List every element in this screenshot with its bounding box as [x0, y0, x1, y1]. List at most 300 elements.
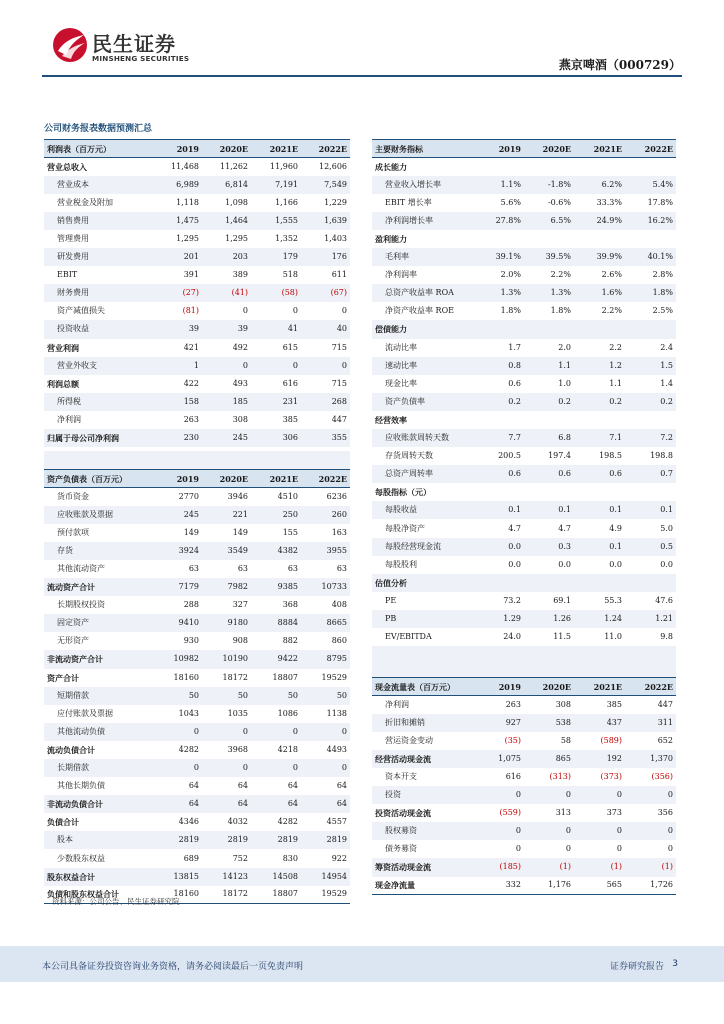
cell-value — [625, 411, 676, 429]
row-label: 每股指标（元） — [375, 487, 431, 498]
cell-value: 0.6 — [508, 378, 521, 388]
cell-value: (356) — [651, 772, 673, 782]
cell-value: 40.1% — [625, 248, 676, 266]
cell-value: 11.0 — [604, 632, 622, 642]
year-header: 2021E — [251, 470, 301, 488]
minsheng-logo-icon — [52, 27, 88, 63]
row-label: 营业收入增长率 — [372, 176, 476, 194]
cell-value: 6.8 — [524, 429, 574, 447]
cell-value: 3968 — [227, 744, 248, 754]
cell-value: -0.6% — [547, 197, 571, 207]
cell-value: 2770 — [178, 491, 199, 501]
table-header-row — [44, 140, 350, 158]
cell-value: 64 — [202, 795, 251, 813]
cell-value: 1.1 — [609, 378, 622, 388]
row-label: 营业税金及附加 — [57, 197, 113, 207]
table-row — [44, 320, 350, 338]
cell-value: 306 — [251, 429, 301, 447]
table-row — [372, 194, 676, 212]
table-header-row — [372, 140, 676, 158]
cell-value: 860 — [331, 636, 347, 646]
cell-value: 308 — [555, 699, 571, 709]
cell-value: 1,229 — [324, 197, 347, 207]
table-title: 主要财务指标 — [372, 140, 476, 158]
cell-value: 1.3% — [524, 284, 574, 302]
row-label: 少数股东权益 — [57, 853, 105, 863]
row-label: 每股经营现金流 — [372, 538, 476, 556]
cell-value: 176 — [301, 248, 350, 266]
cell-value: 64 — [301, 795, 350, 813]
cell-value: 0.0 — [609, 559, 622, 569]
cell-value: 0 — [667, 844, 673, 854]
cell-value: 1.0 — [558, 378, 571, 388]
row-label: 长期借款 — [44, 759, 154, 777]
cell-value: 1.8% — [550, 306, 571, 316]
cell-value: 47.6 — [655, 595, 673, 605]
cell-value: 3924 — [154, 542, 202, 560]
cell-value: 197.4 — [548, 451, 571, 461]
cell-value: 0 — [202, 357, 251, 375]
cell-value: 4493 — [326, 744, 347, 754]
cell-value — [625, 483, 676, 501]
cell-value — [476, 483, 524, 501]
cell-value: 368 — [282, 600, 298, 610]
cell-value: 263 — [505, 699, 521, 709]
cell-value: 64 — [251, 795, 301, 813]
table-row — [372, 411, 676, 429]
cell-value: 332 — [476, 877, 524, 895]
cell-value: 0.6 — [476, 465, 524, 483]
table-row — [44, 705, 350, 723]
row-label: 归属于母公司净利润 — [44, 429, 154, 447]
row-label: 成长能力 — [375, 161, 407, 172]
row-label: 流动资产合计 — [44, 578, 154, 596]
cell-value: 27.8% — [476, 212, 524, 230]
table-title: 利润表（百万元） — [44, 140, 154, 158]
row-label: 股东权益合计 — [44, 868, 154, 886]
cell-value: 14954 — [301, 868, 350, 886]
row-label: 其他长期负债 — [57, 781, 105, 791]
company-logo — [52, 27, 197, 69]
cell-value: 0 — [476, 822, 524, 840]
cell-value: 24.9% — [574, 212, 625, 230]
table-row — [372, 248, 676, 266]
cell-value: 9180 — [202, 614, 251, 632]
cell-value: 63 — [237, 564, 248, 574]
table-header-row — [372, 678, 676, 696]
table-row — [44, 669, 350, 687]
row-label: 估值分析 — [372, 574, 476, 592]
year-header: 2019 — [154, 140, 202, 158]
cell-value: 2819 — [154, 831, 202, 849]
table-row — [372, 768, 676, 786]
cell-value: 0.6 — [524, 465, 574, 483]
row-label: 流动负债合计 — [47, 744, 95, 755]
row-label: 折旧和摊销 — [372, 714, 476, 732]
cell-value: (41) — [202, 284, 251, 302]
cell-value: 616 — [282, 378, 298, 388]
cell-value: 24.0 — [503, 632, 521, 642]
cell-value: 0.5 — [625, 538, 676, 556]
table-row — [372, 574, 676, 592]
row-label: 所得税 — [44, 393, 154, 411]
cell-value: 7.7 — [476, 429, 524, 447]
cell-value: 245 — [154, 506, 202, 524]
cell-value: (67) — [301, 284, 350, 302]
cell-value: 6.5% — [524, 212, 574, 230]
cell-value: 39.9% — [574, 248, 625, 266]
cell-value: 389 — [232, 270, 248, 280]
cell-value: 19529 — [321, 672, 347, 682]
table-title: 资产负债表（百万元） — [44, 470, 154, 488]
table-row — [372, 357, 676, 375]
cell-value: 0.0 — [476, 538, 524, 556]
cell-value: 0.2 — [625, 393, 676, 411]
table-row — [372, 465, 676, 483]
cell-value — [574, 158, 625, 176]
row-label: 应收账款周转天数 — [372, 429, 476, 447]
cell-value: 0.1 — [574, 501, 625, 519]
cell-value — [574, 320, 625, 338]
cell-value: 0.2 — [574, 393, 625, 411]
table-row — [44, 560, 350, 578]
cell-value: 6,989 — [154, 176, 202, 194]
cell-value: 0 — [524, 822, 574, 840]
cell-value: 1,639 — [301, 212, 350, 230]
cell-value: 288 — [183, 600, 199, 610]
row-label: 净利润增长率 — [372, 212, 476, 230]
cell-value: 0.7 — [625, 465, 676, 483]
cell-value: 198.5 — [599, 451, 622, 461]
cell-value: 355 — [301, 429, 350, 447]
table-row — [44, 831, 350, 849]
logo-text-cn: 民生证券 — [92, 32, 176, 56]
table-row — [44, 596, 350, 614]
row-label: 流动比率 — [385, 342, 417, 352]
year-header: 2022E — [301, 470, 350, 488]
table-row — [372, 320, 676, 338]
cell-value: 203 — [202, 248, 251, 266]
cell-value: 0.1 — [524, 501, 574, 519]
table-row — [372, 732, 676, 750]
cell-value: 715 — [331, 378, 347, 388]
cell-value: 6236 — [326, 491, 347, 501]
cell-value — [574, 574, 625, 592]
cell-value: 373 — [606, 808, 622, 818]
table-row — [44, 212, 350, 230]
page-number: 3 — [672, 959, 678, 969]
report-stock-title: 燕京啤酒（000729） — [558, 58, 681, 72]
cell-value: (313) — [549, 772, 571, 782]
cell-value: 55.3 — [604, 595, 622, 605]
cell-value: 3549 — [202, 542, 251, 560]
cell-value: 0 — [251, 723, 301, 741]
row-label: 债务募资 — [385, 844, 417, 854]
cell-value — [524, 411, 574, 429]
row-label: 投资活动现金流 — [375, 808, 431, 819]
cell-value: 2.2 — [609, 342, 622, 352]
cell-value — [476, 320, 524, 338]
cell-value: 58 — [560, 735, 571, 745]
cell-value: 4510 — [277, 491, 298, 501]
row-label: 资产负债率 — [372, 393, 476, 411]
cell-value: -1.8% — [524, 176, 574, 194]
row-label: 固定资产 — [44, 614, 154, 632]
table-row — [372, 266, 676, 284]
cell-value: 4382 — [251, 542, 301, 560]
table-row — [372, 858, 676, 876]
cell-value: 1.8% — [500, 306, 521, 316]
cell-value: 1138 — [326, 708, 347, 718]
cell-value: 18160 — [154, 886, 202, 904]
table-row — [372, 375, 676, 393]
row-label: 投资收益 — [44, 320, 154, 338]
cell-value: 69.1 — [553, 595, 571, 605]
cell-value: (185) — [476, 858, 524, 876]
cell-value: 0 — [524, 786, 574, 804]
cell-value: 18172 — [222, 672, 248, 682]
cell-value — [625, 158, 676, 176]
table-row — [44, 813, 350, 831]
table-row — [44, 777, 350, 795]
row-label: PE — [385, 595, 397, 605]
row-label: 盈利能力 — [375, 234, 407, 245]
table-row — [44, 723, 350, 741]
cell-value: 6,814 — [202, 176, 251, 194]
table-spacer — [44, 451, 350, 469]
row-label: 货币资金 — [57, 491, 89, 501]
cell-value: 616 — [505, 772, 521, 782]
table-row — [372, 230, 676, 248]
row-label: 资本开支 — [385, 772, 417, 782]
table-row — [44, 176, 350, 194]
row-label: 利润总额 — [47, 378, 79, 389]
page-header — [0, 0, 724, 80]
cell-value: 11,262 — [220, 161, 248, 171]
cell-value: 0 — [616, 844, 622, 854]
cell-value: 64 — [287, 781, 298, 791]
row-label: EBIT — [57, 270, 78, 280]
cell-value: 12,606 — [319, 161, 347, 171]
cell-value: 652 — [657, 735, 673, 745]
cell-value: 865 — [524, 750, 574, 768]
cell-value: 830 — [282, 853, 298, 863]
cell-value: 0.0 — [660, 559, 673, 569]
cell-value: 18160 — [173, 672, 199, 682]
cell-value: 0 — [292, 306, 298, 316]
table-row — [372, 284, 676, 302]
row-label: 经营效率 — [375, 414, 407, 425]
cell-value — [625, 320, 676, 338]
cell-value: 7179 — [154, 578, 202, 596]
cell-value: 327 — [232, 600, 248, 610]
row-label: 其他流动资产 — [57, 564, 105, 574]
cell-value: 1,166 — [275, 197, 298, 207]
cell-value: 3946 — [227, 491, 248, 501]
table-row — [372, 429, 676, 447]
table-row — [372, 538, 676, 556]
cell-value: 63 — [188, 564, 199, 574]
cell-value: 2819 — [301, 831, 350, 849]
table-row — [44, 339, 350, 357]
table-row — [372, 750, 676, 768]
cell-value: 0.6 — [574, 465, 625, 483]
table-row — [372, 447, 676, 465]
cell-value: 0 — [301, 723, 350, 741]
table-title: 现金流量表（百万元） — [372, 678, 476, 696]
row-label: 净利润 — [385, 699, 409, 709]
table-row — [44, 248, 350, 266]
cell-value: 0 — [154, 723, 202, 741]
cell-value: 2.2% — [601, 306, 622, 316]
cell-value: 565 — [574, 877, 625, 895]
row-label: 负债合计 — [47, 817, 79, 828]
cell-value: 0.1 — [476, 501, 524, 519]
cell-value: 1,403 — [324, 234, 347, 244]
cell-value — [524, 230, 574, 248]
cell-value: 4282 — [178, 744, 199, 754]
table-row — [44, 266, 350, 284]
cell-value: 447 — [657, 699, 673, 709]
cell-value: 492 — [232, 342, 248, 352]
cell-value: 200.5 — [498, 451, 521, 461]
cell-value: 18807 — [251, 886, 301, 904]
cell-value: 385 — [606, 699, 622, 709]
income-statement-table — [44, 139, 350, 466]
cell-value: 437 — [574, 714, 625, 732]
cell-value: 230 — [154, 429, 202, 447]
cell-value: 11,468 — [171, 161, 199, 171]
cell-value: 0.1 — [625, 501, 676, 519]
cell-value: 63 — [287, 564, 298, 574]
row-label: 非流动负债合计 — [44, 795, 154, 813]
header-divider — [42, 75, 682, 77]
row-label: 净资产收益率 ROE — [385, 306, 454, 316]
cell-value: 1,370 — [625, 750, 676, 768]
cell-value: 1043 — [178, 708, 199, 718]
row-label: EBIT 增长率 — [385, 197, 432, 207]
cell-value: 198.8 — [650, 451, 673, 461]
cell-value: 391 — [183, 270, 199, 280]
table-row — [372, 840, 676, 858]
cell-value — [625, 230, 676, 248]
cell-value: 231 — [251, 393, 301, 411]
cell-value: 2.2% — [550, 270, 571, 280]
page-footer — [0, 946, 724, 982]
logo-text-en: MINSHENG SECURITIES — [92, 54, 190, 63]
table-spacer — [372, 649, 676, 677]
cell-value: 5.4% — [625, 176, 676, 194]
row-label: 资产减值损失 — [57, 306, 105, 316]
cell-value: 5.0 — [660, 523, 673, 533]
cell-value: 14508 — [251, 868, 301, 886]
cell-value: 11,960 — [270, 161, 298, 171]
cell-value: 2819 — [251, 831, 301, 849]
cell-value: 493 — [232, 378, 248, 388]
table-row — [44, 357, 350, 375]
cell-value: 1,726 — [625, 877, 676, 895]
cell-value: 4.7 — [508, 523, 521, 533]
row-label: EV/EBITDA — [385, 632, 432, 642]
cell-value: 17.8% — [647, 197, 673, 207]
cell-value: 4.9 — [609, 523, 622, 533]
cell-value: 313 — [555, 808, 571, 818]
cell-value: 63 — [336, 564, 347, 574]
cell-value: 0 — [251, 357, 301, 375]
cell-value: 2.0% — [500, 270, 521, 280]
cell-value: 5.6% — [500, 197, 521, 207]
cell-value: (58) — [251, 284, 301, 302]
cell-value: 385 — [282, 414, 298, 424]
cell-value: (35) — [504, 735, 521, 745]
table-row — [44, 429, 350, 447]
cell-value — [524, 483, 574, 501]
cell-value: 64 — [154, 795, 202, 813]
cell-value: 356 — [657, 808, 673, 818]
cell-value — [574, 230, 625, 248]
cell-value: 3955 — [301, 542, 350, 560]
table-row — [44, 741, 350, 759]
cell-value: 2.6% — [601, 270, 622, 280]
cell-value: (1) — [574, 858, 625, 876]
table-row — [372, 714, 676, 732]
cell-value: 158 — [154, 393, 202, 411]
table-row — [372, 339, 676, 357]
report-type: 证券研究报告 — [609, 962, 664, 972]
cell-value: 4218 — [277, 744, 298, 754]
cell-value: 0 — [476, 786, 524, 804]
cell-value: 1.7 — [508, 342, 521, 352]
row-label: 净利润率 — [385, 270, 417, 280]
cell-value: 10190 — [202, 650, 251, 668]
cell-value: 611 — [331, 270, 347, 280]
cell-value: 201 — [154, 248, 202, 266]
cell-value: 41 — [251, 320, 301, 338]
cell-value: 9422 — [251, 650, 301, 668]
table-row — [372, 628, 676, 646]
cell-value: 1,352 — [275, 234, 298, 244]
cell-value: 268 — [301, 393, 350, 411]
row-label: 资产合计 — [47, 672, 79, 683]
cell-value: 0 — [154, 759, 202, 777]
cell-value: 2.4 — [660, 342, 673, 352]
row-label: 筹资活动现金流 — [372, 858, 476, 876]
row-label: 营业成本 — [44, 176, 154, 194]
cell-value: 16.2% — [625, 212, 676, 230]
row-label: 速动比率 — [372, 357, 476, 375]
table-row — [44, 759, 350, 777]
cell-value: 1,098 — [225, 197, 248, 207]
cell-value: 1.5 — [625, 357, 676, 375]
cell-value: 0 — [341, 306, 347, 316]
cell-value: 9410 — [154, 614, 202, 632]
cell-value: 1086 — [277, 708, 298, 718]
table-row — [44, 849, 350, 867]
cell-value: 4557 — [326, 817, 347, 827]
table-row — [44, 158, 350, 176]
table-row — [44, 650, 350, 668]
data-source-note: 资料来源：公司公告、民生证券研究院 — [52, 897, 180, 906]
cell-value: 2819 — [202, 831, 251, 849]
row-label: 存货周转天数 — [385, 451, 433, 461]
cell-value — [524, 158, 574, 176]
row-label: 营运资金变动 — [385, 735, 433, 745]
cell-value: 0.1 — [574, 538, 625, 556]
table-row — [44, 868, 350, 886]
cell-value: 245 — [202, 429, 251, 447]
cell-value: 192 — [574, 750, 625, 768]
cell-value: 2.8% — [652, 270, 673, 280]
